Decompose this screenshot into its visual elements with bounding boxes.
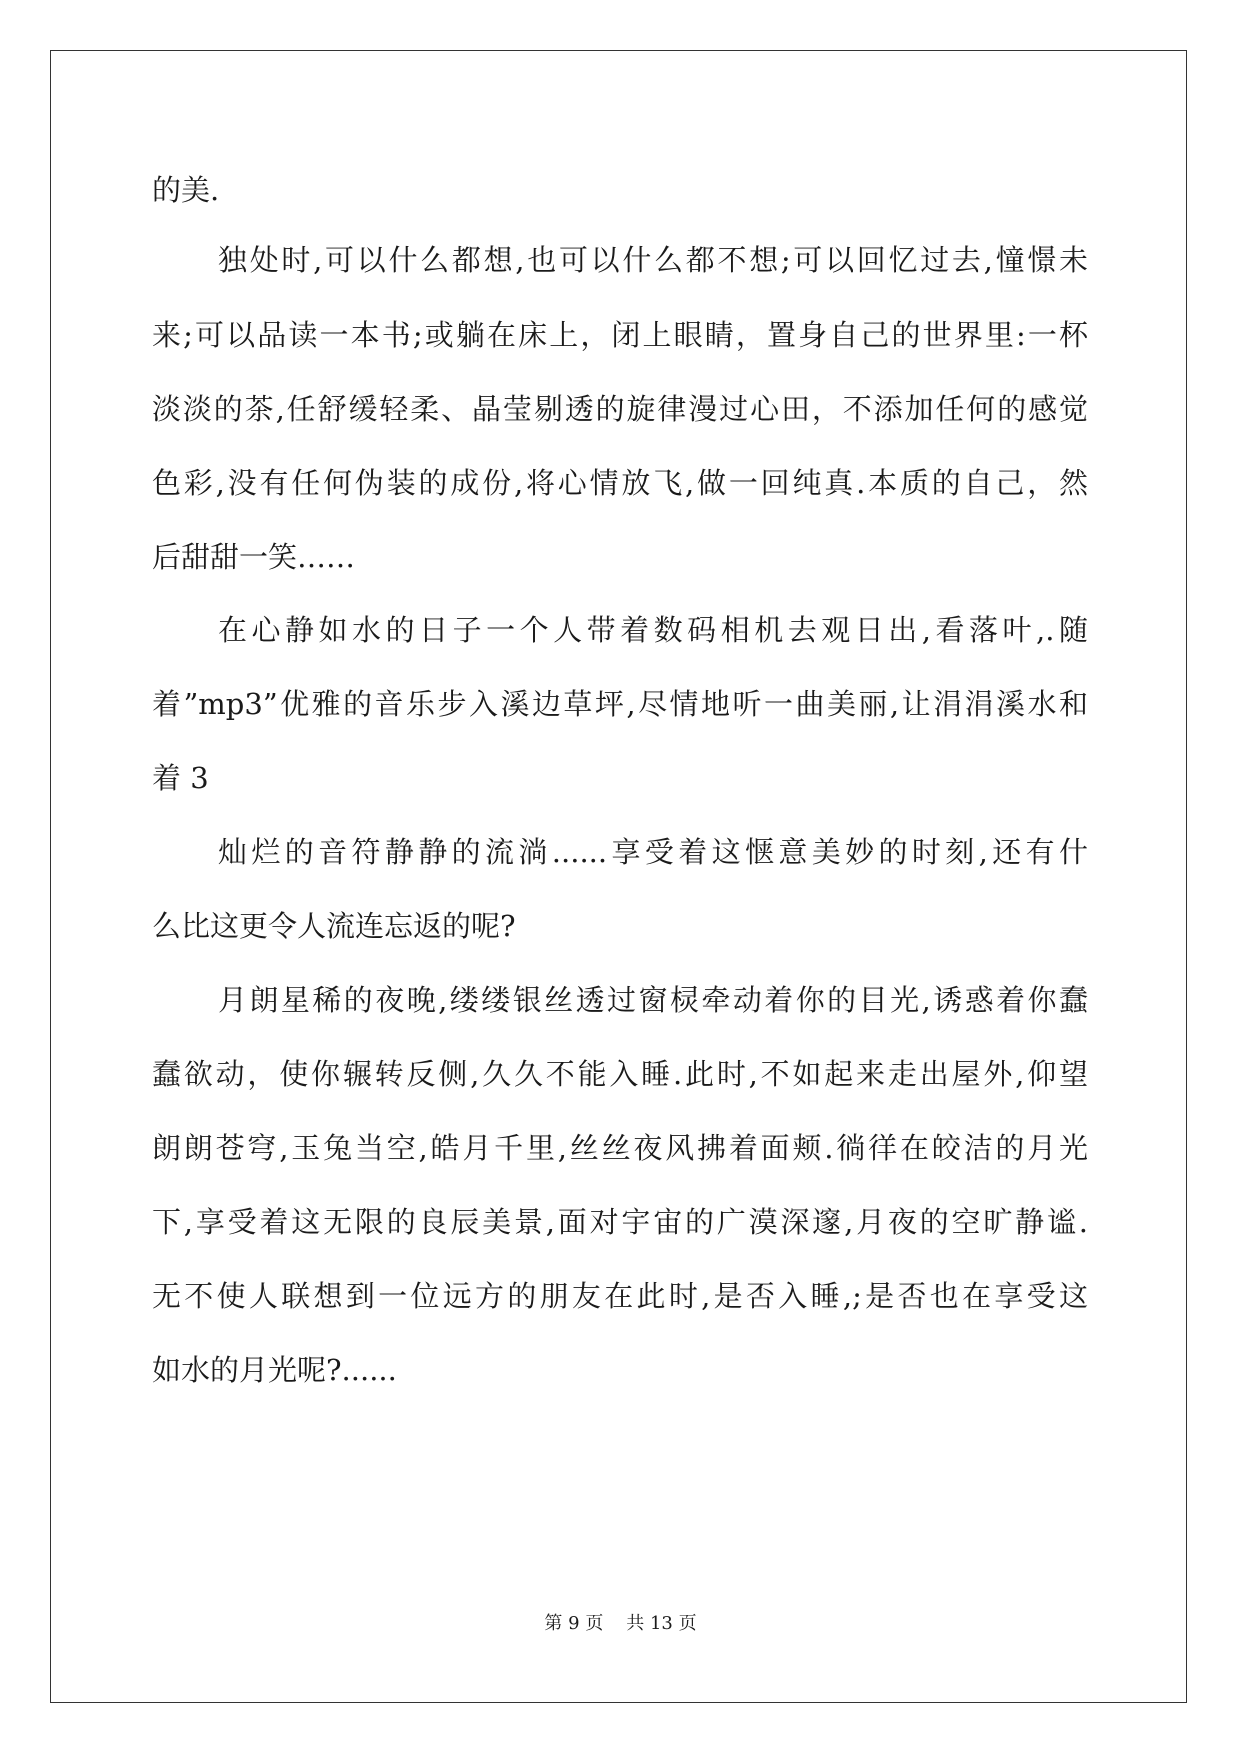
text-line: 后甜甜一笑…… [152, 540, 356, 574]
text-line: 蠢欲动，使你辗转反侧,久久不能入睡.此时,不如起来走出屋外,仰望 [152, 1057, 1088, 1091]
page-total: 共 13 页 [626, 1613, 697, 1634]
text-line: 的美. [152, 173, 220, 207]
page-number: 第 9 页 [544, 1613, 604, 1634]
text-line: 着 3 [152, 761, 209, 795]
text-line: 灿烂的音符静静的流淌......享受着这惬意美妙的时刻,还有什 [218, 835, 1088, 869]
text-line: 朗朗苍穹,玉兔当空,皓月千里,丝丝夜风拂着面颊.徜徉在皎洁的月光 [152, 1131, 1088, 1165]
text-line: 独处时,可以什么都想,也可以什么都不想;可以回忆过去,憧憬未 [218, 243, 1088, 277]
page-footer [0, 1612, 1241, 1636]
text-line: 在心静如水的日子一个人带着数码相机去观日出,看落叶,.随 [218, 613, 1088, 647]
text-line: 么比这更令人流连忘返的呢? [152, 909, 516, 943]
text-line: 下,享受着这无限的良辰美景,面对宇宙的广漠深邃,月夜的空旷静谧. [152, 1205, 1088, 1239]
text-line: 色彩,没有任何伪装的成份,将心情放飞,做一回纯真.本质的自己，然 [152, 466, 1088, 500]
text-line: 着”mp3”优雅的音乐步入溪边草坪,尽情地听一曲美丽,让涓涓溪水和 [152, 687, 1088, 721]
page-border [50, 50, 1187, 1703]
text-line: 月朗星稀的夜晚,缕缕银丝透过窗棂牵动着你的目光,诱惑着你蠢 [218, 983, 1088, 1017]
text-line: 来;可以品读一本书;或躺在床上，闭上眼睛，置身自己的世界里:一杯 [152, 318, 1088, 352]
text-line: 淡淡的茶,任舒缓轻柔、晶莹剔透的旋律漫过心田，不添加任何的感觉 [152, 392, 1088, 426]
text-line: 如水的月光呢?...... [152, 1353, 397, 1387]
text-line: 无不使人联想到一位远方的朋友在此时,是否入睡,;是否也在享受这 [152, 1279, 1088, 1313]
